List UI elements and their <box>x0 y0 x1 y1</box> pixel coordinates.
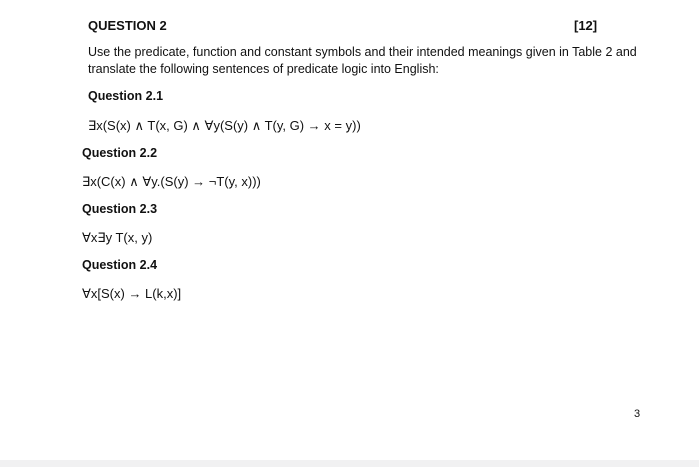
subquestion-formula-2-2: ∃x(C(x) ∧ ∀y.(S(y) → ¬T(y, x))) <box>82 174 261 189</box>
question-title: QUESTION 2 <box>88 18 167 33</box>
subquestion-label-2-3: Question 2.3 <box>82 202 158 216</box>
subquestion-label-2-1: Question 2.1 <box>88 89 164 103</box>
viewer-bottom-strip <box>0 460 699 467</box>
subquestion-label-2-4: Question 2.4 <box>82 258 158 272</box>
page-number: 3 <box>634 408 641 420</box>
instructions-line-1: Use the predicate, function and constant symbols and their intended meanings given in Table 2 and <box>88 45 637 59</box>
subquestion-formula-2-3: ∀x∃y T(x, y) <box>82 230 153 245</box>
subquestion-formula-2-4: ∀x[S(x) → L(k,x)] <box>82 286 182 301</box>
question-marks: [12] <box>574 18 598 33</box>
subquestion-formula-2-1: ∃x(S(x) ∧ T(x, G) ∧ ∀y(S(y) ∧ T(y, G) → x = y)) <box>88 118 361 133</box>
instructions-line-2: translate the following sentences of predicate logic into English: <box>88 62 439 76</box>
subquestion-label-2-2: Question 2.2 <box>82 146 158 160</box>
